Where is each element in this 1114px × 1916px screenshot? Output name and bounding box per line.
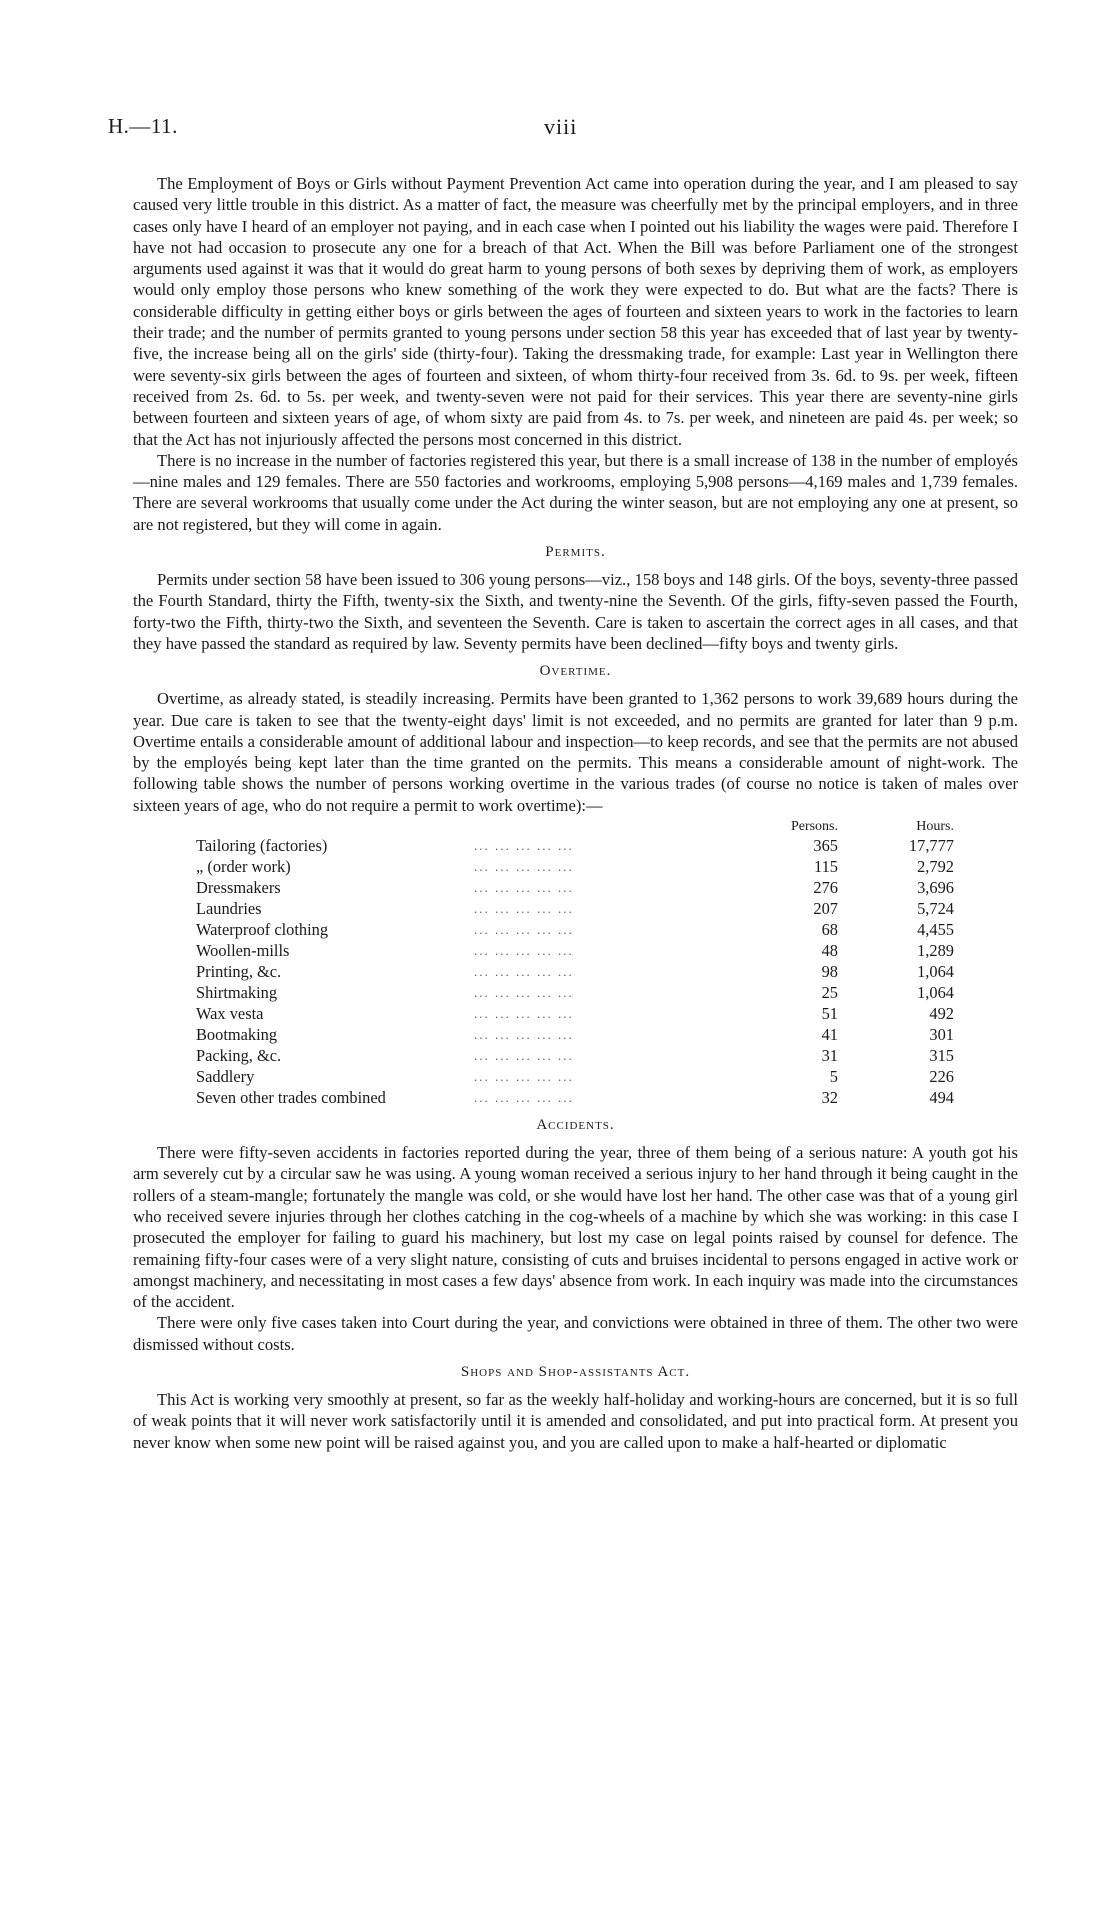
- dot-leader: ... ... ... ... ...: [474, 901, 574, 917]
- hours-count: 5,724: [917, 899, 954, 919]
- hours-count: 17,777: [908, 836, 954, 856]
- trade-name: Shirtmaking: [196, 983, 278, 1003]
- trade-name: Laundries: [196, 899, 262, 919]
- hours-count: 1,289: [917, 941, 954, 961]
- overtime-paragraph: Overtime, as already stated, is steadily increasing. Permits have been granted to 1,362 persons to work 39,689 hours during the year. Due care is taken to see that the twenty-eight days' limit is not exceeded, and no permits are granted for later than 9 p.m. Overtime entails a considerable amount of additional labour and inspection—to keep records, and see that the permits are not abused by the employés being kept later than the time granted on the permits. This means a considerable amount of night-work. The following table shows the number of persons working overtime in the various trades (of course no notice is taken of males over sixteen years of age, who do not require a permit to work overtime):—: [133, 689, 1018, 815]
- hours-count: 1,064: [917, 962, 954, 982]
- hours-count: 492: [929, 1004, 954, 1024]
- dot-leader: ... ... ... ... ...: [474, 964, 574, 980]
- accidents-paragraph: There were fifty-seven accidents in factories reported during the year, three of them being of a serious nature: A youth got his arm severely cut by a circular saw he was using. A young woman received a serious injury to her hand through it being caught in the rollers of a steam-mangle; fortunately the mangle was cold, or she would have lost her hand. The other case was that of a young girl who received severe injuries through her clothes catching in the cog-wheels of a machine by which she was working: in this case I prosecuted the employer for failing to guard his machinery, but lost my case on legal points raised by counsel for defence. The remaining fifty-four cases were of a very slight nature, consisting of cuts and bruises incidental to persons engaged in active work or amongst machinery, and necessitating in most cases a few days' absence from work. In each inquiry was made into the circumstances of the accident.: [133, 1143, 1018, 1312]
- trade-name: Waterproof clothing: [196, 920, 329, 940]
- trade-name: Packing, &c.: [196, 1046, 282, 1066]
- accidents-paragraph: There were only five cases taken into Court during the year, and convictions were obtained in three of them. The other two were dismissed without costs.: [133, 1313, 1018, 1354]
- persons-count: 365: [813, 836, 838, 856]
- persons-count: 51: [821, 1004, 838, 1024]
- trade-name: Printing, &c.: [196, 962, 282, 982]
- dot-leader: ... ... ... ... ...: [474, 1027, 574, 1043]
- hours-count: 494: [929, 1088, 954, 1108]
- persons-count: 31: [821, 1046, 838, 1066]
- overtime-heading: Overtime.: [539, 663, 612, 680]
- dot-leader: ... ... ... ... ...: [474, 922, 574, 938]
- trade-name: Saddlery: [196, 1067, 255, 1087]
- dot-leader: ... ... ... ... ...: [474, 838, 574, 854]
- table-row: [196, 1024, 954, 1045]
- overtime-table: [196, 818, 954, 1108]
- table-row: [196, 1066, 954, 1087]
- dot-leader: ... ... ... ... ...: [474, 859, 574, 875]
- hours-count: 4,455: [917, 920, 954, 940]
- persons-count: 276: [813, 878, 838, 898]
- hours-count: 2,792: [917, 857, 954, 877]
- table-row: [196, 835, 954, 856]
- table-row: [196, 1087, 954, 1108]
- table-row: [196, 877, 954, 898]
- dot-leader: ... ... ... ... ...: [474, 880, 574, 896]
- table-row: [196, 1003, 954, 1024]
- column-header-persons: Persons.: [790, 819, 838, 835]
- dot-leader: ... ... ... ... ...: [474, 985, 574, 1001]
- hours-count: 226: [929, 1067, 954, 1087]
- hours-count: 315: [929, 1046, 954, 1066]
- shops-act-paragraph: This Act is working very smoothly at present, so far as the weekly half-holiday and working-hours are concerned, but it is so full of weak points that it will never work satisfactorily until it is amended and consolidated, and put into practical form. At present you never know when some new point will be raised against you, and you are called upon to make a half-hearted or diplomatic: [133, 1389, 1018, 1452]
- persons-count: 207: [813, 899, 838, 919]
- persons-count: 41: [821, 1025, 838, 1045]
- trade-name: Dressmakers: [196, 878, 281, 898]
- trade-name: Bootmaking: [196, 1025, 278, 1045]
- table-header-row: [196, 818, 954, 835]
- hours-count: 301: [929, 1025, 954, 1045]
- persons-count: 68: [821, 920, 838, 940]
- dot-leader: ... ... ... ... ...: [474, 1006, 574, 1022]
- trade-name: Seven other trades combined: [196, 1088, 386, 1108]
- column-header-hours: Hours.: [916, 819, 954, 835]
- table-row: [196, 961, 954, 982]
- table-row: [196, 856, 954, 877]
- dot-leader: ... ... ... ... ...: [474, 943, 574, 959]
- table-row: [196, 1045, 954, 1066]
- hours-count: 3,696: [917, 878, 954, 898]
- trade-name: Wax vesta: [196, 1004, 264, 1024]
- overtime-table-wrapper: [133, 818, 1018, 1108]
- dot-leader: ... ... ... ... ...: [474, 1048, 574, 1064]
- persons-count: 48: [821, 941, 838, 961]
- table-row: [196, 898, 954, 919]
- permits-heading: Permits.: [545, 544, 606, 561]
- table-row: [196, 940, 954, 961]
- table-row: [196, 982, 954, 1003]
- dot-leader: ... ... ... ... ...: [474, 1090, 574, 1106]
- report-body: [133, 173, 1018, 1453]
- intro-paragraph: The Employment of Boys or Girls without Payment Prevention Act came into operation during the year, and I am pleased to say caused very little trouble in this district. As a matter of fact, the measure was cheerfully met by the principal employers, and in three cases only have I heard of an employer not paying, and in each case when I pointed out his liability the wages were paid. Therefore I have not had occasion to prosecute any one for a breach of that Act. When the Bill was before Parliament one of the strongest arguments used against it was that it would do great harm to young persons of both sexes by depriving them of work, as employers would only employ those persons who knew something of the work they were expected to do. But what are the facts? There is considerable difficulty in getting either boys or girls between the ages of fourteen and sixteen years to work in the factories to learn their trade; and the number of permits granted to young persons under section 58 this year has exceeded that of last year by twenty-five, the increase being all on the girls' side (thirty-four). Taking the dressmaking trade, for example: Last year in Wellington there were seventy-six girls between the ages of fourteen and sixteen, of whom thirty-four received from 3s. 6d. to 9s. per week, fifteen received from 2s. 6d. to 5s. per week, and twenty-seven were not paid for their services. This year there are seventy-nine girls between fourteen and sixteen years of age, of whom sixty are paid from 4s. to 7s. per week, and nineteen are paid 4s. per week; so that the Act has not injuriously affected the persons most concerned in this district.: [133, 174, 1018, 449]
- trade-name: Woollen-mills: [196, 941, 290, 961]
- persons-count: 32: [821, 1088, 838, 1108]
- page-header: [108, 114, 1008, 148]
- intro-paragraph: There is no increase in the number of factories registered this year, but there is a small increase of 138 in the number of employés—nine males and 129 females. There are 550 factories and workrooms, employing 5,908 persons—4,169 males and 1,739 females. There are several workrooms that usually come under the Act during the winter season, but are not employing any one at present, so are not registered, but they will come in again.: [133, 450, 1018, 534]
- persons-count: 115: [814, 857, 838, 877]
- persons-count: 25: [821, 983, 838, 1003]
- permits-paragraph: Permits under section 58 have been issued to 306 young persons—viz., 158 boys and 148 girls. Of the boys, seventy-three passed the Fourth Standard, thirty the Fifth, twenty-six the Sixth, and twenty-nine the Seventh. Of the girls, fifty-seven passed the Fourth, forty-two the Fifth, thirty-two the Sixth, and seventeen the Seventh. Care is taken to ascertain the correct ages in all cases, and that they have passed the standard as required by law. Seventy permits have been declined—fifty boys and twenty girls.: [133, 570, 1018, 653]
- dot-leader: ... ... ... ... ...: [474, 1069, 574, 1085]
- hours-count: 1,064: [917, 983, 954, 1003]
- accidents-heading: Accidents.: [536, 1117, 615, 1134]
- trade-name: „ (order work): [196, 857, 291, 877]
- shops-act-heading: Shops and Shop-assistants Act.: [460, 1363, 691, 1380]
- page-number: viii: [544, 114, 578, 139]
- persons-count: 5: [829, 1067, 838, 1087]
- report-reference: H.—11.: [108, 114, 178, 138]
- trade-name: Tailoring (factories): [196, 836, 328, 856]
- table-row: [196, 919, 954, 940]
- persons-count: 98: [821, 962, 838, 982]
